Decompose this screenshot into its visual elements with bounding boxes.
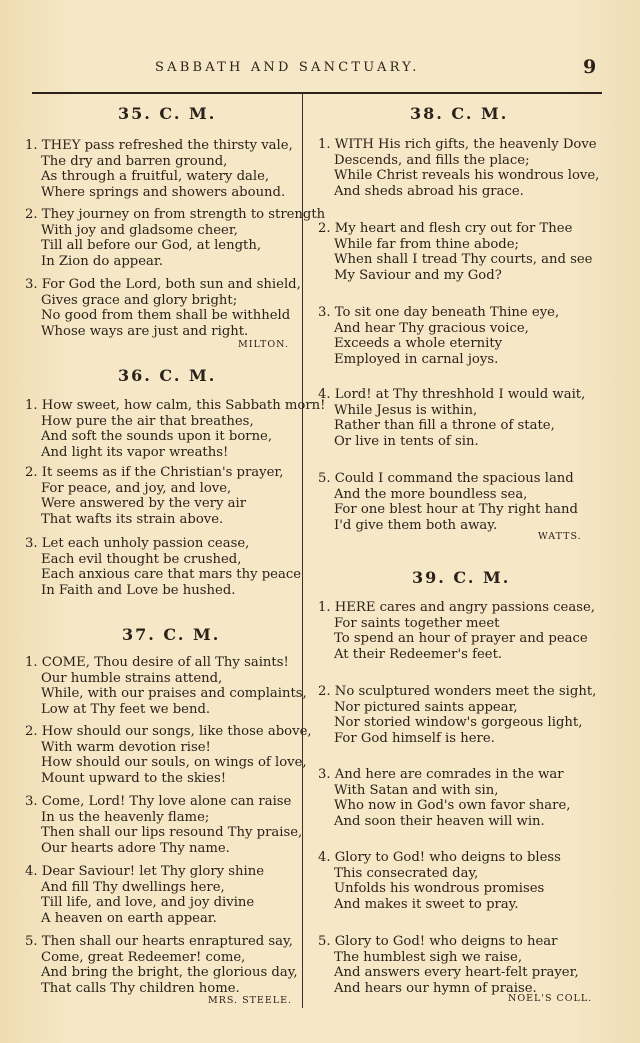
page-header xyxy=(0,58,640,80)
verse-line: Till life, and love, and joy divine xyxy=(41,895,255,911)
verse-line: Come, great Redeemer! come, xyxy=(41,949,246,965)
hymn-37-verse-1 xyxy=(25,655,307,717)
verse-line: For saints together meet xyxy=(334,615,500,631)
hymn-39-verse-4 xyxy=(318,850,561,912)
verse-line: And bring the bright, the glorious day, xyxy=(41,965,298,981)
verse-line: 5. Then shall our hearts enraptured say, xyxy=(25,934,293,949)
verse-line: While far from thine abode; xyxy=(334,236,519,252)
verse-line: How pure the air that breathes, xyxy=(41,413,254,429)
verse-line: Low at Thy feet we bend. xyxy=(41,701,211,717)
verse-line: 1. How sweet, how calm, this Sabbath morn! xyxy=(25,398,326,413)
verse-line: 2. They journey on from strength to strength xyxy=(25,207,326,222)
verse-line: That calls Thy children home. xyxy=(41,980,240,996)
verse-line: Exceeds a whole eternity xyxy=(334,336,503,352)
verse-line: 2. It seems as if the Christian's prayer, xyxy=(25,465,284,480)
verse-line: And the more boundless sea, xyxy=(334,486,528,502)
verse-line: 5. Could I command the spacious land xyxy=(318,471,574,486)
verse-line: While Christ reveals his wondrous love, xyxy=(334,168,600,184)
verse-line: 2. How should our songs, like those above, xyxy=(25,724,312,739)
verse-line: 5. Glory to God! who deigns to hear xyxy=(318,934,558,949)
verse-line: 3. For God the Lord, both sun and shield, xyxy=(25,277,301,292)
verse-line: For God himself is here. xyxy=(334,730,495,746)
hymn-39-author: NOEL'S COLL. xyxy=(508,993,593,1004)
verse-line: For peace, and joy, and love, xyxy=(41,480,232,496)
hymn-37-author: MRS. STEELE. xyxy=(208,995,293,1006)
hymn-35-author: MILTON. xyxy=(238,339,289,350)
verse-line: 4. Dear Saviour! let Thy glory shine xyxy=(25,864,265,879)
verse-line: 1. THEY pass refreshed the thirsty vale, xyxy=(25,138,293,153)
verse-line: 2. No sculptured wonders meet the sight, xyxy=(318,684,597,699)
verse-line: 1. COME, Thou desire of all Thy saints! xyxy=(25,655,289,670)
verse-line: The dry and barren ground, xyxy=(41,153,228,169)
verse-line: 3. To sit one day beneath Thine eye, xyxy=(318,305,560,320)
hymn-38-verse-2 xyxy=(318,221,592,283)
hymn-35-verse-2 xyxy=(25,207,325,269)
header-rule xyxy=(32,92,602,94)
verse-line: 3. Let each unholy passion cease, xyxy=(25,536,250,551)
verse-line: Our humble strains attend, xyxy=(41,670,223,686)
hymn-38-verse-4 xyxy=(318,387,585,449)
verse-line: Employed in carnal joys. xyxy=(334,351,499,367)
hymn-39-title: 39. C. M. xyxy=(412,568,511,587)
verse-line: And fill Thy dwellings here, xyxy=(41,879,225,895)
verse-line: Gives grace and glory bright; xyxy=(41,292,238,308)
verse-line: Rather than fill a throne of state, xyxy=(334,418,555,434)
verse-line: With Satan and with sin, xyxy=(334,782,499,798)
verse-line: Our hearts adore Thy name. xyxy=(41,840,230,856)
hymn-35-verse-3 xyxy=(25,277,301,339)
verse-line: In us the heavenly flame; xyxy=(41,809,210,825)
verse-line: Unfolds his wondrous promises xyxy=(334,881,545,897)
verse-line: 1. HERE cares and angry passions cease, xyxy=(318,600,595,615)
verse-line: As through a fruitful, watery dale, xyxy=(41,169,270,185)
verse-line: I'd give them both away. xyxy=(334,517,498,533)
verse-line: My Saviour and my God? xyxy=(334,267,502,283)
verse-line: And sheds abroad his grace. xyxy=(334,183,524,199)
verse-line: Whose ways are just and right. xyxy=(41,323,249,339)
verse-line: To spend an hour of prayer and peace xyxy=(334,631,588,647)
verse-line: And soon their heaven will win. xyxy=(334,813,545,829)
hymn-37-verse-5 xyxy=(25,934,298,996)
verse-line: A heaven on earth appear. xyxy=(41,910,217,926)
verse-line: And hear Thy gracious voice, xyxy=(334,320,529,336)
hymn-37-title: 37. C. M. xyxy=(122,625,221,644)
verse-line: This consecrated day, xyxy=(334,865,479,881)
verse-line: Descends, and fills the place; xyxy=(334,152,530,168)
hymn-37-verse-4 xyxy=(25,864,264,926)
verse-line: And answers every heart-felt prayer, xyxy=(334,965,579,981)
verse-line: That wafts its strain above. xyxy=(41,511,224,527)
verse-line: And soft the sounds upon it borne, xyxy=(41,429,273,445)
verse-line: Till all before our God, at length, xyxy=(41,238,262,254)
verse-line: And light its vapor wreaths! xyxy=(41,444,229,460)
hymn-38-verse-1 xyxy=(318,137,599,199)
verse-line: 3. Come, Lord! Thy love alone can raise xyxy=(25,794,292,809)
verse-line: At their Redeemer's feet. xyxy=(334,646,503,662)
hymn-35-title: 35. C. M. xyxy=(118,104,217,123)
hymn-36-title: 36. C. M. xyxy=(118,366,217,385)
verse-line: Nor storied window's gorgeous light, xyxy=(334,715,583,731)
running-title: SABBATH AND SANCTUARY. xyxy=(155,60,420,75)
verse-line: Each anxious care that mars thy peace xyxy=(41,567,302,583)
verse-line: Or live in tents of sin. xyxy=(334,433,479,449)
verse-line: And hears our hymn of praise. xyxy=(334,980,537,996)
hymn-39-verse-3 xyxy=(318,767,570,829)
verse-line: With joy and gladsome cheer, xyxy=(41,222,238,238)
verse-line: 4. Lord! at Thy threshhold I would wait, xyxy=(318,387,586,402)
verse-line: Mount upward to the skies! xyxy=(41,770,227,786)
verse-line: Were answered by the very air xyxy=(41,496,246,512)
verse-line: 1. WITH His rich gifts, the heavenly Dove xyxy=(318,137,597,152)
verse-line: In Zion do appear. xyxy=(41,253,163,269)
verse-line: And makes it sweet to pray. xyxy=(334,896,519,912)
verse-line: Each evil thought be crushed, xyxy=(41,551,242,567)
verse-line: 4. Glory to God! who deigns to bless xyxy=(318,850,561,865)
hymn-39-verse-5 xyxy=(318,934,579,996)
verse-line: While, with our praises and complaints, xyxy=(41,686,307,702)
verse-line: With warm devotion rise! xyxy=(41,739,211,755)
verse-line: How should our souls, on wings of love, xyxy=(41,755,307,771)
verse-line: For one blest hour at Thy right hand xyxy=(334,502,578,518)
verse-line: 2. My heart and flesh cry out for Thee xyxy=(318,221,573,236)
hymn-36-verse-1 xyxy=(25,398,325,460)
hymn-37-verse-3 xyxy=(25,794,302,856)
verse-line: Nor pictured saints appear, xyxy=(334,699,518,715)
hymn-39-verse-1 xyxy=(318,600,595,662)
hymn-36-verse-3 xyxy=(25,536,301,598)
verse-line: While Jesus is within, xyxy=(334,402,478,418)
verse-line: 3. And here are comrades in the war xyxy=(318,767,564,782)
hymn-38-verse-5 xyxy=(318,471,578,533)
hymn-38-title: 38. C. M. xyxy=(410,104,509,123)
hymn-36-verse-2 xyxy=(25,465,283,527)
verse-line: In Faith and Love be hushed. xyxy=(41,582,236,598)
page-number: 9 xyxy=(583,56,597,78)
verse-line: The humblest sigh we raise, xyxy=(334,949,523,965)
verse-line: When shall I tread Thy courts, and see xyxy=(334,252,593,268)
hymn-37-verse-2 xyxy=(25,724,312,786)
verse-line: Then shall our lips resound Thy praise, xyxy=(41,825,303,841)
hymn-38-author: WATTS. xyxy=(538,531,582,542)
verse-line: Where springs and showers abound. xyxy=(41,184,286,200)
verse-line: No good from them shall be withheld xyxy=(41,308,291,324)
hymn-38-verse-3 xyxy=(318,305,559,367)
verse-line: Who now in God's own favor share, xyxy=(334,798,571,814)
hymn-35-verse-1 xyxy=(25,138,293,200)
hymn-39-verse-2 xyxy=(318,684,596,746)
